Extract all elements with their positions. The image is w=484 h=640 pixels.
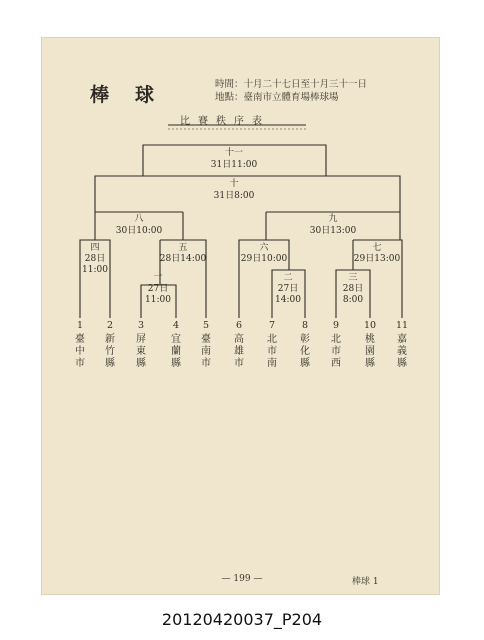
game-one-no: 一	[153, 272, 163, 282]
game-four-date: 28日	[84, 254, 106, 264]
game-six-no: 六	[259, 243, 269, 253]
game-eight-no: 八	[134, 214, 144, 224]
team-name: 彰化縣	[300, 334, 310, 369]
team-name: 嘉義縣	[397, 334, 407, 369]
game-four-time: 11:00	[82, 265, 108, 275]
game-labels	[82, 146, 400, 305]
game-nine-no: 九	[328, 214, 338, 224]
footer-section-label: 棒球 1	[352, 577, 379, 587]
game-final-date: 31日11:00	[210, 160, 258, 170]
game-two-no: 二	[283, 273, 293, 283]
page-number: — 199 —	[221, 574, 263, 584]
team-no: 3	[137, 320, 145, 331]
game-two-date: 27日	[277, 284, 299, 294]
team-no: 8	[301, 320, 309, 331]
game-four-no: 四	[90, 243, 100, 253]
sport-title: 棒球	[90, 84, 181, 106]
team-no: 10	[363, 320, 377, 331]
game-three-time: 8:00	[342, 295, 364, 305]
schedule-time: 時間：十月二十七日至十月三十一日	[215, 79, 368, 90]
team-no: 2	[106, 320, 114, 331]
team-list	[77, 320, 408, 331]
game-ten-date: 31日8:00	[213, 191, 255, 201]
game-three-no: 三	[348, 273, 358, 283]
team-name: 北市南	[267, 334, 277, 369]
team-no: 11	[395, 320, 409, 331]
game-five-no: 五	[178, 243, 188, 253]
archive-id-caption: 20120420037_P204	[161, 610, 323, 629]
team-no: 7	[268, 320, 276, 331]
team-name: 新竹縣	[105, 334, 115, 369]
game-ten-no: 十	[229, 179, 239, 189]
game-nine-date: 30日13:00	[309, 226, 357, 236]
team-no: 1	[76, 320, 84, 331]
game-six-date: 29日10:00	[240, 254, 288, 264]
team-name: 高雄市	[234, 334, 244, 369]
team-no: 9	[332, 320, 340, 331]
section-heading: 比賽秩序表	[180, 116, 270, 127]
game-two-time: 14:00	[275, 295, 301, 305]
team-names	[75, 332, 408, 369]
team-no: 6	[235, 320, 243, 331]
team-no: 5	[202, 320, 210, 331]
schedule-venue: 地點：臺南市立體育場棒球場	[215, 92, 339, 103]
team-name: 宜蘭縣	[171, 334, 181, 369]
team-name: 北市西	[331, 334, 341, 369]
team-no: 4	[172, 320, 180, 331]
game-five-date: 28日14:00	[159, 254, 207, 264]
team-name: 桃園縣	[365, 334, 375, 369]
team-name: 臺南市	[201, 334, 211, 369]
game-three-date: 28日	[342, 284, 364, 294]
game-seven-no: 七	[372, 243, 382, 253]
team-name: 屏東縣	[136, 334, 146, 369]
game-final-no: 十一	[224, 148, 244, 158]
game-eight-date: 30日10:00	[115, 226, 163, 236]
game-seven-date: 29日13:00	[353, 254, 401, 264]
game-one-time: 11:00	[145, 295, 171, 305]
team-name: 臺中市	[75, 334, 85, 369]
game-one-date: 27日	[147, 284, 169, 294]
